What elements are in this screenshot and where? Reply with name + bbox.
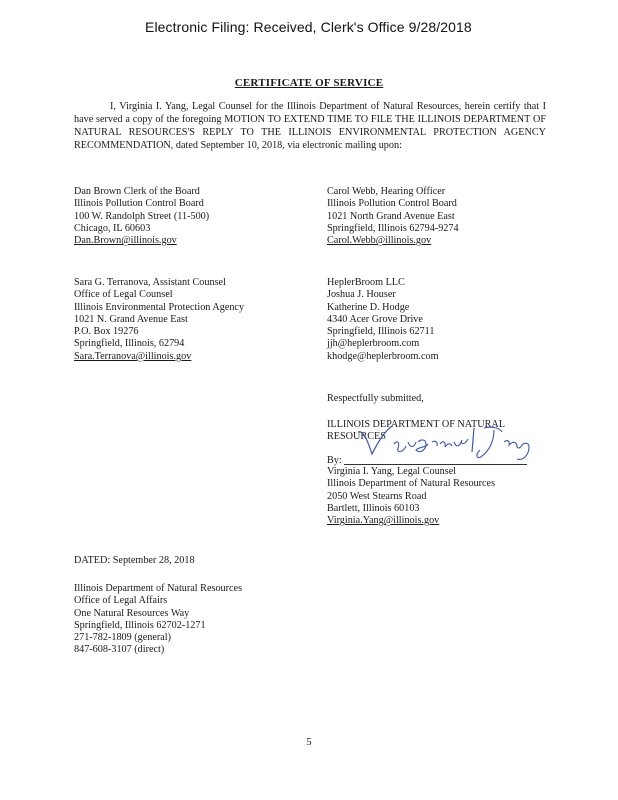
recipient-person: Katherine D. Hodge bbox=[327, 301, 410, 313]
sender-line: Office of Legal Affairs bbox=[74, 595, 168, 607]
recipient-firm: HeplerBroom LLC bbox=[327, 277, 405, 288]
intro-paragraph bbox=[74, 100, 546, 152]
signer-street: 2050 West Stearns Road bbox=[327, 490, 427, 502]
recipient-city: Springfield, Illinois 62794-9274 bbox=[327, 222, 459, 234]
recipient-clerk bbox=[74, 186, 209, 247]
sender-line: Illinois Department of Natural Resources bbox=[74, 583, 243, 594]
recipient-street: 100 W. Randolph Street (11-500) bbox=[74, 210, 210, 222]
recipient-street: 4340 Acer Grove Drive bbox=[327, 313, 423, 325]
by-label: By: bbox=[327, 455, 342, 466]
dated-line: DATED: September 28, 2018 bbox=[74, 555, 195, 566]
recipient-person: Joshua J. Houser bbox=[327, 289, 396, 301]
sender-line: 847-608-3107 (direct) bbox=[74, 644, 165, 656]
recipient-po-box: P.O. Box 19276 bbox=[74, 326, 139, 338]
recipient-email-link[interactable]: Dan.Brown@illinois.gov bbox=[74, 235, 177, 247]
recipient-org: Illinois Pollution Control Board bbox=[74, 198, 204, 210]
recipient-org: Illinois Pollution Control Board bbox=[327, 198, 457, 210]
signer-city: Bartlett, Illinois 60103 bbox=[327, 502, 420, 514]
recipient-city: Springfield, Illinois 62711 bbox=[327, 326, 435, 338]
filing-stamp: Electronic Filing: Received, Clerk's Office 9/28/2018 bbox=[145, 19, 472, 35]
recipient-city: Springfield, Illinois, 62794 bbox=[74, 338, 185, 350]
intro-text: I, Virginia I. Yang, Legal Counsel for the Illinois Department of Natural Resources, herein certify that I have served a copy of the foregoing MOTION TO EXTEND TIME TO FILE THE ILLINOIS DEPARTMENT OF NATURAL RESOURCES'S REPLY TO THE ILLINOIS ENVIRONMENTAL PROTECTION AGENCY RECOMMENDATION, dated September 10, 2018, via electronic mailing upon: bbox=[74, 101, 546, 151]
recipient-epa-counsel bbox=[74, 277, 244, 363]
page-title: CERTIFICATE OF SERVICE bbox=[234, 77, 384, 89]
sender-block bbox=[74, 583, 242, 657]
sender-line: Springfield, Illinois 62702-1271 bbox=[74, 619, 206, 631]
recipient-org: Illinois Environmental Protection Agency bbox=[74, 301, 245, 313]
recipient-street: 1021 North Grand Avenue East bbox=[327, 210, 455, 222]
signer-email-link[interactable]: Virginia.Yang@illinois.gov bbox=[327, 515, 440, 527]
recipient-email[interactable]: khodge@heplerbroom.com bbox=[327, 350, 439, 362]
recipient-city: Chicago, IL 60603 bbox=[74, 222, 151, 234]
recipient-name: Sara G. Terranova, Assistant Counsel bbox=[74, 277, 226, 288]
recipient-heplerbroom bbox=[327, 277, 439, 363]
recipient-email-link[interactable]: Sara.Terranova@illinois.gov bbox=[74, 350, 192, 362]
signer-org: Illinois Department of Natural Resources bbox=[327, 478, 496, 490]
signer-name: Virginia I. Yang, Legal Counsel bbox=[327, 466, 457, 477]
signer-block bbox=[327, 466, 495, 527]
agency-line: RESOURCES bbox=[327, 431, 386, 443]
respectfully-submitted: Respectfully submitted, bbox=[327, 393, 424, 404]
agency-line: ILLINOIS DEPARTMENT OF NATURAL bbox=[327, 419, 505, 430]
recipient-name: Carol Webb, Hearing Officer bbox=[327, 186, 446, 197]
recipient-hearing-officer bbox=[327, 186, 459, 247]
signature-line bbox=[344, 464, 527, 465]
recipient-street: 1021 N. Grand Avenue East bbox=[74, 313, 188, 325]
recipient-email-link[interactable]: Carol.Webb@illinois.gov bbox=[327, 235, 432, 247]
recipient-email[interactable]: jjh@heplerbroom.com bbox=[327, 338, 420, 350]
recipient-office: Office of Legal Counsel bbox=[74, 289, 173, 301]
sender-line: One Natural Resources Way bbox=[74, 607, 190, 619]
page-number: 5 bbox=[306, 737, 312, 748]
handwritten-signature bbox=[356, 420, 536, 470]
sender-line: 271-782-1809 (general) bbox=[74, 632, 172, 644]
recipient-name: Dan Brown Clerk of the Board bbox=[74, 186, 200, 197]
